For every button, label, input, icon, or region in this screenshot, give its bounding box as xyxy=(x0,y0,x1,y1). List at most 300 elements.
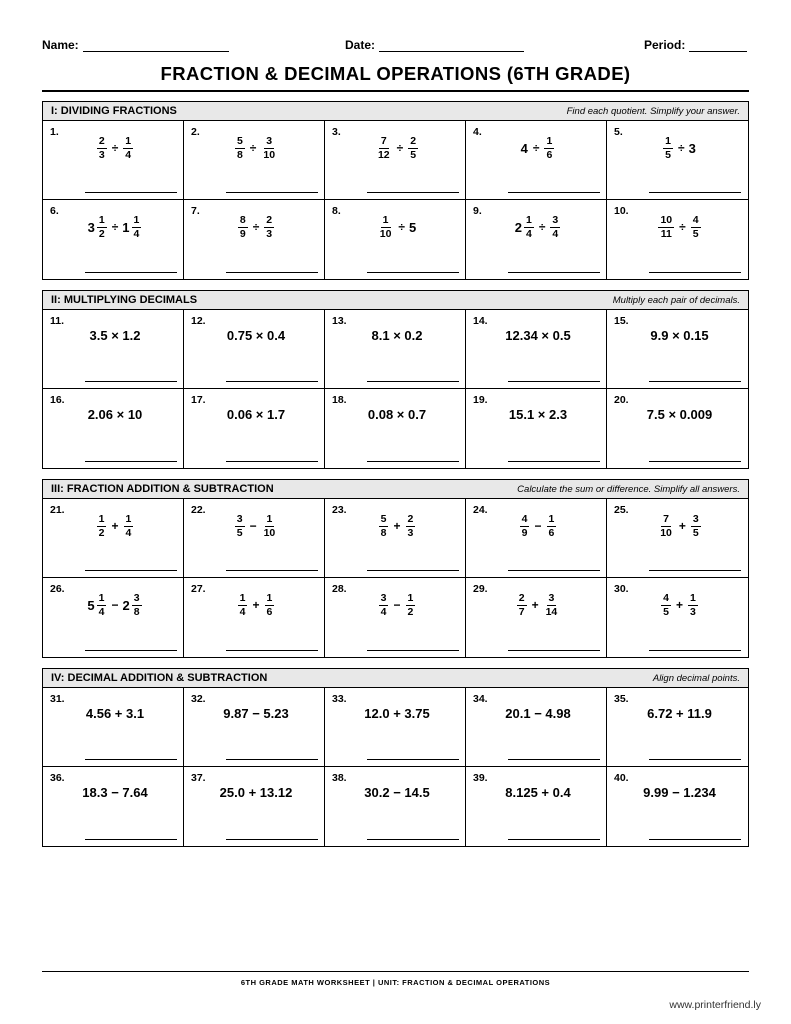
numerator: 3 xyxy=(380,592,387,604)
operator-symbol: ÷ xyxy=(396,141,404,155)
whole-number: 5 xyxy=(409,219,417,235)
section-instruction: Align decimal points. xyxy=(652,672,740,684)
problem-cell xyxy=(184,121,325,200)
section-decimal-add-sub xyxy=(42,668,749,847)
answer-line[interactable] xyxy=(85,192,177,193)
operator-symbol: + xyxy=(531,598,539,612)
answer-line[interactable] xyxy=(508,272,600,273)
numerator: 5 xyxy=(380,513,387,525)
operator-symbol: − xyxy=(534,519,542,533)
problem-expression xyxy=(325,512,465,540)
denominator: 14 xyxy=(545,605,558,618)
denominator: 3 xyxy=(98,148,105,161)
problem-cell xyxy=(184,310,325,389)
answer-line[interactable] xyxy=(226,839,318,840)
problem-number: 34. xyxy=(473,693,488,705)
numerator: 1 xyxy=(548,513,555,525)
date-label: Date: xyxy=(345,38,376,52)
problem-number: 14. xyxy=(473,315,488,327)
problem-cell xyxy=(466,688,607,767)
site-url[interactable]: www.printerfriend.ly xyxy=(669,999,761,1011)
problem-number: 28. xyxy=(332,583,347,595)
denominator: 8 xyxy=(236,148,243,161)
problem-cell xyxy=(43,688,184,767)
denominator: 10 xyxy=(263,148,276,161)
answer-line[interactable] xyxy=(85,570,177,571)
operator-symbol: + xyxy=(111,519,119,533)
denominator: 5 xyxy=(692,227,699,240)
problem-number: 36. xyxy=(50,772,65,784)
numerator: 3 xyxy=(692,513,699,525)
answer-line[interactable] xyxy=(226,650,318,651)
numerator: 7 xyxy=(380,135,387,147)
answer-line[interactable] xyxy=(85,381,177,382)
numerator: 8 xyxy=(239,214,246,226)
problem-number: 35. xyxy=(614,693,629,705)
answer-line[interactable] xyxy=(367,839,459,840)
answer-line[interactable] xyxy=(226,759,318,760)
problem-cell xyxy=(325,688,466,767)
problem-cell xyxy=(607,389,748,468)
problem-expression: 6.72 + 11.9 xyxy=(647,705,712,721)
numerator: 3 xyxy=(133,592,140,604)
problem-cell xyxy=(466,389,607,468)
problem-cell xyxy=(466,767,607,846)
problem-cell xyxy=(466,310,607,389)
denominator: 4 xyxy=(525,227,532,240)
problem-cell xyxy=(466,578,607,657)
answer-line[interactable] xyxy=(508,381,600,382)
answer-line[interactable] xyxy=(508,839,600,840)
numerator: 3 xyxy=(236,513,243,525)
fraction xyxy=(238,593,248,617)
fraction xyxy=(408,136,418,160)
denominator: 2 xyxy=(407,605,414,618)
answer-line[interactable] xyxy=(508,461,600,462)
problem-cell xyxy=(466,200,607,279)
problem-number: 38. xyxy=(332,772,347,784)
section-fraction-add-sub xyxy=(42,479,749,658)
problem-cell xyxy=(325,578,466,657)
answer-line[interactable] xyxy=(367,192,459,193)
problem-cell xyxy=(607,767,748,846)
answer-line[interactable] xyxy=(85,759,177,760)
fraction xyxy=(97,593,107,617)
numerator: 5 xyxy=(236,135,243,147)
fraction xyxy=(658,514,674,538)
answer-line[interactable] xyxy=(367,381,459,382)
problem-expression: 8.125 + 0.4 xyxy=(505,784,571,800)
problem-expression: 25.0 + 13.12 xyxy=(219,784,293,800)
denominator: 8 xyxy=(133,605,140,618)
problem-number: 8. xyxy=(332,205,341,217)
answer-line[interactable] xyxy=(649,461,741,462)
problem-expression xyxy=(607,134,748,162)
answer-line[interactable] xyxy=(226,570,318,571)
numerator: 2 xyxy=(518,592,525,604)
fraction xyxy=(132,215,142,239)
date-field[interactable] xyxy=(345,38,524,52)
name-field[interactable] xyxy=(42,38,229,52)
denominator: 11 xyxy=(660,227,672,240)
operator-symbol: ÷ xyxy=(398,220,406,234)
footer-rule xyxy=(42,971,749,972)
problem-expression xyxy=(466,134,606,162)
problem-cell xyxy=(325,310,466,389)
problem-number: 13. xyxy=(332,315,347,327)
answer-line[interactable] xyxy=(85,839,177,840)
fraction xyxy=(265,593,275,617)
problem-number: 7. xyxy=(191,205,200,217)
operator-symbol: ÷ xyxy=(111,141,119,155)
answer-line[interactable] xyxy=(649,381,741,382)
fraction xyxy=(123,136,133,160)
answer-line[interactable] xyxy=(508,570,600,571)
problem-number: 17. xyxy=(191,394,206,406)
numerator: 1 xyxy=(133,214,140,226)
problem-expression xyxy=(43,591,183,619)
problem-expression xyxy=(184,134,324,162)
section-title: I: DIVIDING FRACTIONS xyxy=(51,105,177,117)
problem-number: 37. xyxy=(191,772,206,784)
operator-symbol: ÷ xyxy=(538,220,546,234)
problem-cell xyxy=(325,767,466,846)
answer-line[interactable] xyxy=(85,650,177,651)
fraction xyxy=(97,215,107,239)
numerator: 1 xyxy=(125,135,132,147)
fraction xyxy=(97,136,107,160)
fraction xyxy=(264,215,274,239)
problem-number: 5. xyxy=(614,126,623,138)
problem-grid xyxy=(43,121,748,279)
denominator: 9 xyxy=(521,526,528,539)
denominator: 3 xyxy=(266,227,273,240)
period-field[interactable] xyxy=(644,38,747,52)
denominator: 4 xyxy=(125,148,132,161)
date-blank[interactable] xyxy=(379,40,524,52)
denominator: 4 xyxy=(239,605,246,618)
problem-expression xyxy=(325,213,465,241)
problem-cell xyxy=(43,767,184,846)
problem-cell xyxy=(184,499,325,578)
fraction xyxy=(658,215,674,239)
numerator: 4 xyxy=(521,513,528,525)
numerator: 1 xyxy=(98,214,105,226)
fraction xyxy=(261,136,277,160)
problem-grid xyxy=(43,499,748,657)
answer-line[interactable] xyxy=(649,192,741,193)
whole-number: 1 xyxy=(122,219,130,235)
operator-symbol: ÷ xyxy=(532,141,540,155)
section-instruction: Calculate the sum or difference. Simplify all answers. xyxy=(517,483,740,495)
answer-line[interactable] xyxy=(367,759,459,760)
numerator: 4 xyxy=(692,214,699,226)
problem-number: 27. xyxy=(191,583,206,595)
numerator: 1 xyxy=(98,592,105,604)
problem-number: 2. xyxy=(191,126,200,138)
problem-expression: 9.99 − 1.234 xyxy=(643,784,716,800)
problem-expression xyxy=(184,512,324,540)
fraction xyxy=(235,514,245,538)
fraction xyxy=(376,136,392,160)
section-multiplying-decimals xyxy=(42,290,749,469)
denominator: 4 xyxy=(125,526,132,539)
problem-number: 32. xyxy=(191,693,206,705)
fraction xyxy=(97,514,107,538)
denominator: 6 xyxy=(266,605,273,618)
problem-number: 29. xyxy=(473,583,488,595)
section-header xyxy=(43,480,748,499)
problem-cell xyxy=(325,389,466,468)
numerator: 1 xyxy=(239,592,246,604)
problem-cell xyxy=(325,121,466,200)
problem-cell xyxy=(607,200,748,279)
problem-expression: 0.06 × 1.7 xyxy=(226,406,286,422)
answer-line[interactable] xyxy=(649,570,741,571)
problem-cell xyxy=(184,200,325,279)
problem-expression: 12.34 × 0.5 xyxy=(505,327,571,343)
problem-number: 31. xyxy=(50,693,65,705)
problem-number: 33. xyxy=(332,693,347,705)
problem-expression xyxy=(43,512,183,540)
denominator: 5 xyxy=(663,605,669,618)
section-title: II: MULTIPLYING DECIMALS xyxy=(51,294,198,306)
numerator: 2 xyxy=(407,513,414,525)
problem-cell xyxy=(607,310,748,389)
operator-symbol: ÷ xyxy=(678,141,685,155)
problem-expression xyxy=(43,134,183,162)
answer-line[interactable] xyxy=(649,650,741,651)
fraction xyxy=(238,215,248,239)
numerator: 1 xyxy=(382,214,389,226)
denominator: 5 xyxy=(236,526,243,539)
problem-cell xyxy=(607,688,748,767)
title-rule xyxy=(42,90,749,92)
fraction xyxy=(520,514,530,538)
problem-expression xyxy=(325,591,465,619)
denominator: 10 xyxy=(379,227,392,240)
denominator: 7 xyxy=(518,605,525,618)
operator-symbol: ÷ xyxy=(249,141,257,155)
problem-number: 15. xyxy=(614,315,629,327)
problem-number: 26. xyxy=(50,583,65,595)
problem-expression: 0.08 × 0.7 xyxy=(367,406,427,422)
whole-number: 4 xyxy=(520,140,528,156)
problem-cell xyxy=(466,499,607,578)
problem-expression: 8.1 × 0.2 xyxy=(371,327,423,343)
problem-number: 6. xyxy=(50,205,59,217)
numerator: 10 xyxy=(660,214,673,226)
problem-cell xyxy=(607,499,748,578)
whole-number: 2 xyxy=(122,597,130,613)
problem-number: 11. xyxy=(50,315,65,327)
fraction xyxy=(691,514,701,538)
problem-cell xyxy=(325,200,466,279)
problem-number: 16. xyxy=(50,394,65,406)
problem-expression: 9.9 × 0.15 xyxy=(650,327,709,343)
fraction xyxy=(524,215,534,239)
problem-expression xyxy=(466,213,606,241)
problem-cell xyxy=(43,578,184,657)
section-title: III: FRACTION ADDITION & SUBTRACTION xyxy=(51,483,274,495)
problem-expression xyxy=(325,134,465,162)
denominator: 4 xyxy=(98,605,105,618)
answer-line[interactable] xyxy=(226,461,318,462)
problem-expression: 0.75 × 0.4 xyxy=(226,327,286,343)
problem-cell xyxy=(43,121,184,200)
answer-line[interactable] xyxy=(367,272,459,273)
fraction xyxy=(547,514,557,538)
answer-line[interactable] xyxy=(367,461,459,462)
denominator: 3 xyxy=(690,605,696,618)
numerator: 2 xyxy=(266,214,273,226)
denominator: 5 xyxy=(692,526,699,539)
denominator: 4 xyxy=(133,227,140,240)
fraction xyxy=(379,593,389,617)
denominator: 2 xyxy=(98,227,105,240)
denominator: 2 xyxy=(98,526,105,539)
problem-expression xyxy=(184,213,324,241)
fraction xyxy=(661,593,671,617)
problem-number: 30. xyxy=(614,583,629,595)
fraction xyxy=(406,593,416,617)
numerator: 2 xyxy=(98,135,105,147)
answer-line[interactable] xyxy=(367,570,459,571)
numerator: 1 xyxy=(266,592,273,604)
problem-cell xyxy=(43,200,184,279)
worksheet-title: FRACTION & DECIMAL OPERATIONS (6TH GRADE) xyxy=(160,63,631,84)
problem-cell xyxy=(184,688,325,767)
fraction xyxy=(124,514,134,538)
problem-number: 12. xyxy=(191,315,206,327)
answer-line[interactable] xyxy=(85,272,177,273)
answer-line[interactable] xyxy=(226,192,318,193)
numerator: 1 xyxy=(407,592,414,604)
section-dividing-fractions xyxy=(42,101,749,280)
problem-number: 4. xyxy=(473,126,482,138)
problem-number: 24. xyxy=(473,504,488,516)
name-blank[interactable] xyxy=(83,40,229,52)
section-header xyxy=(43,291,748,310)
fraction xyxy=(379,514,389,538)
fraction xyxy=(688,593,698,617)
denominator: 8 xyxy=(380,526,387,539)
denominator: 12 xyxy=(377,148,390,161)
operator-symbol: ÷ xyxy=(679,220,686,234)
period-blank[interactable] xyxy=(689,40,747,52)
operator-symbol: ÷ xyxy=(252,220,260,234)
problem-cell xyxy=(43,310,184,389)
operator-symbol: − xyxy=(249,519,257,533)
fraction xyxy=(517,593,527,617)
operator-symbol: − xyxy=(393,598,401,612)
operator-symbol: + xyxy=(675,598,683,612)
section-title: IV: DECIMAL ADDITION & SUBTRACTION xyxy=(51,672,268,684)
fraction xyxy=(544,593,560,617)
header-fields xyxy=(42,38,749,54)
fraction xyxy=(550,215,560,239)
problem-expression xyxy=(43,213,183,241)
answer-line[interactable] xyxy=(226,381,318,382)
problem-cell xyxy=(43,499,184,578)
problem-expression: 4.56 + 3.1 xyxy=(85,705,145,721)
fraction xyxy=(262,514,278,538)
section-instruction: Multiply each pair of decimals. xyxy=(612,294,740,306)
denominator: 9 xyxy=(239,227,246,240)
problem-expression: 2.06 × 10 xyxy=(87,406,143,422)
whole-number: 3 xyxy=(688,140,696,156)
problem-cell xyxy=(466,121,607,200)
problem-number: 10. xyxy=(614,205,629,217)
answer-line[interactable] xyxy=(367,650,459,651)
problem-expression: 3.5 × 1.2 xyxy=(89,327,141,343)
fraction xyxy=(235,136,245,160)
answer-line[interactable] xyxy=(85,461,177,462)
numerator: 3 xyxy=(548,592,555,604)
problem-cell xyxy=(325,499,466,578)
answer-line[interactable] xyxy=(508,192,600,193)
problem-grid xyxy=(43,688,748,846)
problem-expression: 18.3 − 7.64 xyxy=(82,784,148,800)
section-header xyxy=(43,102,748,121)
problem-expression: 15.1 × 2.3 xyxy=(508,406,568,422)
fraction xyxy=(406,514,416,538)
denominator: 5 xyxy=(410,148,417,161)
numerator: 3 xyxy=(266,135,273,147)
problem-cell xyxy=(43,389,184,468)
problem-number: 39. xyxy=(473,772,488,784)
denominator: 5 xyxy=(665,148,671,161)
operator-symbol: + xyxy=(252,598,260,612)
numerator: 1 xyxy=(546,135,553,147)
problem-expression: 12.0 + 3.75 xyxy=(364,705,430,721)
denominator: 10 xyxy=(660,526,672,539)
numerator: 4 xyxy=(663,592,669,604)
denominator: 6 xyxy=(548,526,555,539)
problem-cell xyxy=(607,121,748,200)
answer-line[interactable] xyxy=(226,272,318,273)
denominator: 10 xyxy=(263,526,276,539)
numerator: 1 xyxy=(665,135,671,147)
answer-line[interactable] xyxy=(508,650,600,651)
section-header xyxy=(43,669,748,688)
numerator: 1 xyxy=(690,592,696,604)
problem-number: 25. xyxy=(614,504,629,516)
answer-line[interactable] xyxy=(649,839,741,840)
problem-expression: 7.5 × 0.009 xyxy=(646,406,713,422)
fraction xyxy=(691,215,701,239)
problem-expression xyxy=(607,512,748,540)
answer-line[interactable] xyxy=(649,272,741,273)
problem-expression xyxy=(466,591,606,619)
problem-expression xyxy=(466,512,606,540)
problem-number: 1. xyxy=(50,126,59,138)
whole-number: 5 xyxy=(87,597,95,613)
numerator: 1 xyxy=(125,513,132,525)
answer-line[interactable] xyxy=(649,759,741,760)
operator-symbol: + xyxy=(678,519,686,533)
problem-expression: 9.87 − 5.23 xyxy=(223,705,289,721)
numerator: 1 xyxy=(266,513,273,525)
answer-line[interactable] xyxy=(508,759,600,760)
numerator: 3 xyxy=(552,214,559,226)
numerator: 1 xyxy=(525,214,532,226)
problem-number: 21. xyxy=(50,504,65,516)
fraction xyxy=(663,136,673,160)
fraction xyxy=(378,215,394,239)
problem-cell xyxy=(184,578,325,657)
operator-symbol: ÷ xyxy=(111,220,119,234)
